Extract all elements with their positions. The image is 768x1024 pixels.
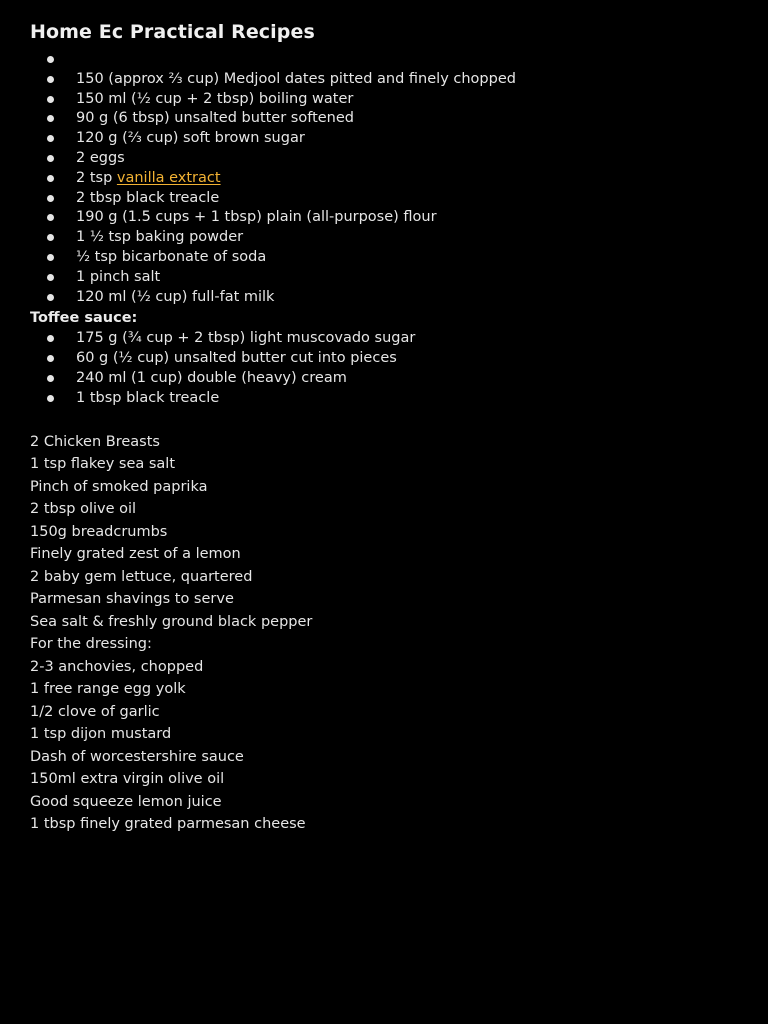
list-item (30, 70, 750, 90)
text-line: 150ml extra virgin olive oil (30, 771, 225, 788)
text-line: 1/2 clove of garlic (30, 703, 160, 720)
list-item (30, 349, 750, 369)
list-item (30, 208, 750, 228)
text-line: Pinch of smoked paprika (30, 478, 208, 495)
text-line: 2 tbsp olive oil (30, 501, 137, 518)
list-item-text: 90 g (6 tbsp) unsalted butter softened (76, 110, 354, 127)
text-line: Finely grated zest of a lemon (30, 546, 241, 563)
note-title: Home Ec Practical Recipes (30, 21, 315, 43)
text-line: 1 tbsp finely grated parmesan cheese (30, 816, 306, 833)
list-item-text: 120 g (⅔ cup) soft brown sugar (76, 130, 305, 147)
list-item-text: 2 tbsp black treacle (76, 189, 220, 206)
list-item-text: 175 g (¾ cup + 2 tbsp) light muscovado sugar (76, 330, 416, 347)
list-item (30, 228, 750, 248)
list-item-text: 150 ml (½ cup + 2 tbsp) boiling water (76, 90, 354, 107)
bullet-icon (47, 155, 54, 162)
chicken-ingredient-block (30, 431, 750, 836)
bullet-icon (47, 96, 54, 103)
text-line: 1 free range egg yolk (30, 681, 186, 698)
bullet-icon (47, 214, 54, 221)
list-item (30, 268, 750, 288)
text-line: Parmesan shavings to serve (30, 591, 234, 608)
list-item-vanilla (30, 169, 750, 189)
text-line: 2 baby gem lettuce, quartered (30, 568, 253, 585)
text-line: Sea salt & freshly ground black pepper (30, 613, 313, 630)
bullet-icon (47, 234, 54, 241)
list-item-text: 1 pinch salt (76, 268, 161, 285)
list-item-text: 190 g (1.5 cups + 1 tbsp) plain (all-purpose) flour (76, 209, 437, 226)
bullet-icon (47, 335, 54, 342)
list-item (30, 129, 750, 149)
list-item-text: 2 eggs (76, 149, 125, 166)
pudding-ingredient-list (30, 50, 750, 307)
text-line: 1 tsp dijon mustard (30, 726, 172, 743)
list-item (30, 389, 750, 409)
list-item (30, 189, 750, 209)
list-item-text: 150 (approx ⅔ cup) Medjool dates pitted and finely chopped (76, 70, 516, 87)
list-item (30, 329, 750, 349)
list-item-text: 60 g (½ cup) unsalted butter cut into pieces (76, 350, 397, 367)
bullet-icon (47, 115, 54, 122)
bullet-icon (47, 195, 54, 202)
list-item (30, 90, 750, 110)
list-item (30, 149, 750, 169)
bullet-icon (47, 175, 54, 182)
text-line: Dash of worcestershire sauce (30, 748, 244, 765)
bullet-icon (47, 355, 54, 362)
bullet-icon (47, 135, 54, 142)
list-item (30, 109, 750, 129)
list-item (30, 50, 750, 70)
list-item (30, 248, 750, 268)
bullet-icon (47, 375, 54, 382)
list-item (30, 288, 750, 308)
list-item-text: 240 ml (1 cup) double (heavy) cream (76, 369, 347, 386)
list-item-text: 2 tsp (76, 169, 117, 186)
toffee-ingredient-list (30, 329, 750, 408)
bullet-icon (47, 56, 54, 63)
bullet-icon (47, 395, 54, 402)
bullet-icon (47, 254, 54, 261)
list-item-text: 1 ½ tsp baking powder (76, 229, 244, 246)
text-line: Good squeeze lemon juice (30, 793, 222, 810)
text-line: 2-3 anchovies, chopped (30, 658, 204, 675)
text-line: 2 Chicken Breasts (30, 433, 160, 450)
list-item-text: ½ tsp bicarbonate of soda (76, 248, 267, 265)
list-item (30, 369, 750, 389)
list-item-text: 120 ml (½ cup) full-fat milk (76, 288, 275, 305)
blank-line (30, 409, 750, 431)
bullet-icon (47, 274, 54, 281)
toffee-sauce-heading: Toffee sauce: (30, 310, 138, 327)
dressing-heading: For the dressing: (30, 636, 152, 653)
text-line: 1 tsp flakey sea salt (30, 456, 176, 473)
vanilla-extract-link[interactable]: vanilla extract (116, 169, 221, 186)
bullet-icon (47, 294, 54, 301)
text-line: 150g breadcrumbs (30, 523, 168, 540)
bullet-icon (47, 76, 54, 83)
note-body[interactable] (30, 18, 750, 836)
list-item-text: 1 tbsp black treacle (76, 389, 220, 406)
